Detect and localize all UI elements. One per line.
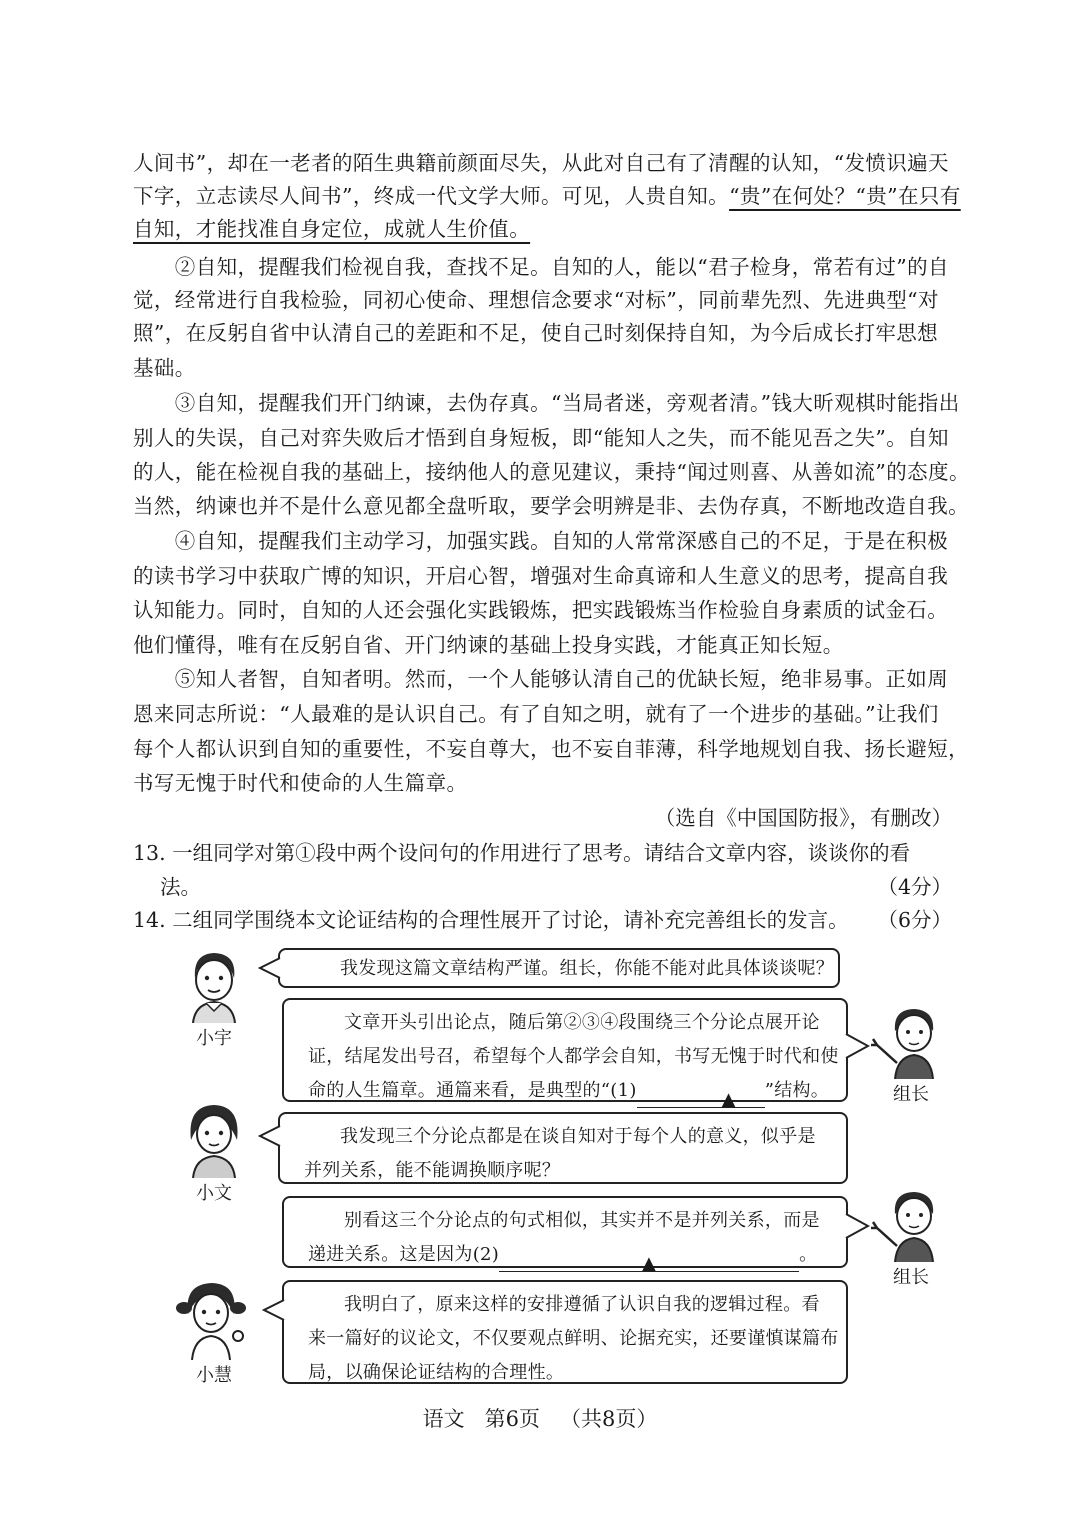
- speaker-leader: [866, 1005, 956, 1107]
- speech-bubble-leader: [282, 1196, 848, 1274]
- footer-total: （共8页）: [560, 1407, 658, 1431]
- speech-bubble-xiaoyu: [278, 948, 840, 988]
- passage-line: 基础。: [133, 356, 196, 380]
- bubble-line: 别看这三个分论点的句式相似，其实并不是并列关系，而是: [344, 1210, 820, 1231]
- bubble-line: 局，以确保论证结构的合理性。: [308, 1362, 565, 1383]
- footer-page: 第6页: [484, 1407, 540, 1431]
- speaker-name: 小宇: [196, 1028, 232, 1049]
- passage-line: 的读书学习中获取广博的知识，开启心智，增强对生命真谛和人生意义的思考，提高自我: [133, 564, 949, 588]
- passage-line: 下字，立志读尽人间书”，终成一代文学大师。可见，人贵自知。“贵”在何处？“贵”在只有: [133, 184, 961, 208]
- passage-line: 别人的失误，自己对弈失败后才悟到自身短板，即“能知人之失，而不能见吾之失”。自知: [133, 426, 949, 450]
- speaker-xiaohui: [174, 1278, 254, 1388]
- passage-line: 觉，经常进行自我检验，同初心使命、理想信念要求“对标”，同前辈先烈、先进典型“对: [133, 288, 939, 312]
- passage-line: ⑤知人者智，自知者明。然而，一个人能够认清自己的优缺长短，绝非易事。正如周: [133, 667, 949, 691]
- passage-line: 恩来同志所说：“人最难的是认识自己。有了自知之明，就有了一个进步的基础。”让我们: [133, 702, 939, 726]
- speech-bubble-xiaohui: [282, 1280, 848, 1384]
- speaker-name: 组长: [893, 1084, 929, 1105]
- boy-avatar-icon: [179, 948, 249, 1023]
- underlined-sentence: 自知，才能找准自身定位，成就人生价值。: [133, 217, 531, 241]
- bubble-line: 我发现三个分论点都是在谈自知对于每个人的意义，似乎是: [340, 1126, 816, 1147]
- passage-line: ④自知，提醒我们主动学习，加强实践。自知的人常常深感自己的不足，于是在积极: [133, 529, 949, 553]
- passage-line: 照”，在反躬自省中认清自己的差距和不足，使自己时刻保持自知，为今后成长打牢思想: [133, 321, 939, 345]
- speaker-name: 组长: [893, 1267, 929, 1288]
- bubble-line: 并列关系，能不能调换顺序呢？: [304, 1160, 561, 1181]
- bubble-line: 来一篇好的议论文，不仅要观点鲜明、论据充实，还要谨慎谋篇布: [308, 1328, 839, 1349]
- passage-line: 的人，能在检视自我的基础上，接纳他人的意见建议，秉持“闻过则喜、从善如流”的态度。: [133, 460, 970, 484]
- bubble-line: 文章开头引出论点，随后第②③④段围绕三个分论点展开论: [344, 1012, 820, 1033]
- question-14-score: （6分）: [877, 908, 952, 932]
- passage-line: 人间书”，却在一老者的陌生典籍前颜面尽失，从此对自己有了清醒的认知，“发愤识遍天: [133, 151, 949, 175]
- speech-bubble-xiaowen: [278, 1112, 848, 1184]
- answer-blank-1[interactable]: ▲: [637, 1083, 765, 1108]
- passage-line: ②自知，提醒我们检视自我，查找不足。自知的人，能以“君子检身，常若有过”的自: [133, 255, 949, 279]
- passage-line: 认知能力。同时，自知的人还会强化实践锻炼，把实践锻炼当作检验自身素质的试金石。: [133, 598, 949, 622]
- speech-bubble-leader: [282, 998, 848, 1110]
- question-13-score: （4分）: [877, 875, 952, 899]
- answer-blank-2[interactable]: ▲: [499, 1247, 799, 1272]
- passage-line: 书写无愧于时代和使命的人生篇章。: [133, 771, 468, 795]
- bubble-line: 证，结尾发出号召，希望每个人都学会自知，书写无愧于时代和使: [308, 1046, 839, 1067]
- speaker-xiaowen: [174, 1100, 254, 1206]
- passage-line: [133, 214, 955, 244]
- girl-pigtails-avatar-icon: [174, 1278, 254, 1360]
- question-13-text: 法。: [160, 875, 201, 899]
- bubble-line: 我发现这篇文章结构严谨。组长，你能不能对此具体谈谈呢？: [340, 958, 835, 979]
- question-13-text: 13. 一组同学对第①段中两个设问句的作用进行了思考。请结合文章内容，谈谈你的看: [133, 841, 911, 865]
- bubble-line: 我明白了，原来这样的安排遵循了认识自我的逻辑过程。看: [344, 1294, 820, 1315]
- speaker-xiaoyu: [174, 948, 254, 1051]
- footer-subject: 语文: [422, 1407, 465, 1431]
- source-citation: （选自《中国国防报》，有删改）: [654, 806, 952, 830]
- bubble-tail: [844, 1210, 870, 1242]
- question-14-text: 14. 二组同学围绕本文论证结构的合理性展开了讨论，请补充完善组长的发言。: [133, 908, 849, 932]
- page-footer: [0, 1404, 1080, 1434]
- speaker-name: 小慧: [196, 1365, 232, 1386]
- leader-avatar-icon: [871, 1005, 951, 1079]
- passage-line: 当然，纳谏也并不是什么意见都全盘听取，要学会明辨是非、去伪存真，不断地改造自我。: [133, 494, 969, 518]
- bubble-tail: [258, 1122, 282, 1150]
- speaker-name: 小文: [196, 1183, 232, 1204]
- bubble-tail: [258, 954, 282, 982]
- girl-avatar-icon: [179, 1100, 249, 1178]
- bubble-tail: [262, 1296, 286, 1324]
- bubble-line: 命的人生篇章。通篇来看，是典型的“(1) ▲ ”结构。: [308, 1080, 830, 1110]
- speaker-leader: [866, 1188, 956, 1290]
- passage-line: 每个人都认识到自知的重要性，不妄自尊大，也不妄自菲薄，科学地规划自我、扬长避短，: [133, 737, 969, 761]
- passage-line: 他们懂得，唯有在反躬自省、开门纳谏的基础上投身实践，才能真正知长短。: [133, 633, 844, 657]
- passage-line: ③自知，提醒我们开门纳谏，去伪存真。“当局者迷，旁观者清。”钱大昕观棋时能指出: [133, 391, 960, 415]
- bubble-tail: [844, 1030, 870, 1062]
- bubble-line: 递进关系。这是因为(2) ▲ 。: [308, 1244, 818, 1274]
- leader-avatar-icon: [871, 1188, 951, 1262]
- underlined-sentence: “贵”在何处？“贵”在只有: [729, 184, 961, 208]
